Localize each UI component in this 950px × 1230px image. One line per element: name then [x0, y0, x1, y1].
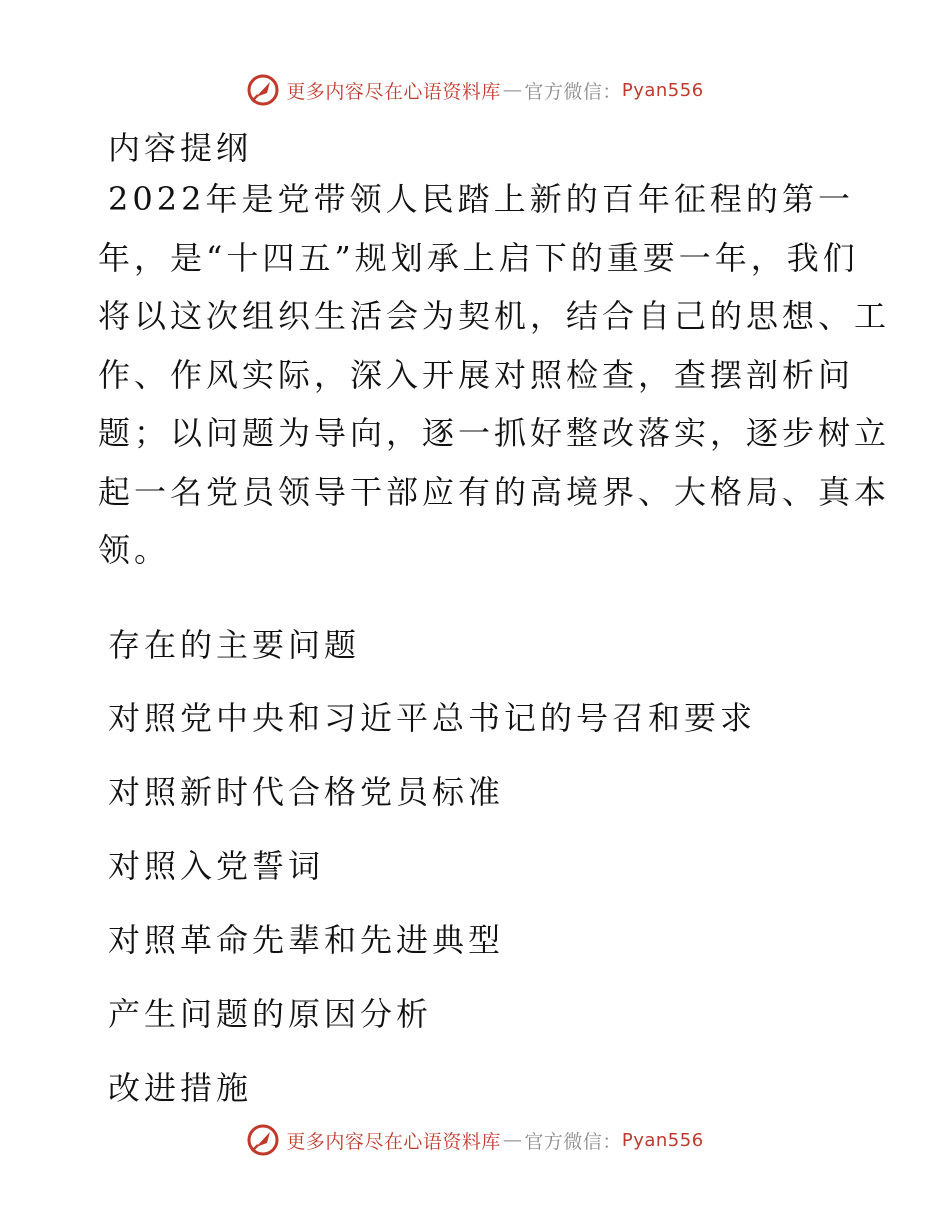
quill-logo-icon [246, 73, 280, 107]
quill-logo-icon [246, 1123, 280, 1157]
intro-line: 年，是“十四五”规划承上启下的重要一年，我们 [98, 238, 859, 277]
watermark-header [0, 70, 950, 110]
section-heading-central-requirements: 对照党中央和习近平总书记的号召和要求 [108, 699, 757, 737]
section-heading-member-standards: 对照新时代合格党员标准 [108, 773, 505, 811]
intro-line: 起一名党员领导干部应有的高境界、大格局、真本 [98, 472, 891, 511]
intro-line: 作、作风实际，深入开展对照检查，查摆剖析问 [98, 355, 855, 394]
watermark-site-text: 更多内容尽在心语资料库 [286, 80, 501, 103]
watermark-wechat-id: Pyan556 [621, 79, 704, 101]
section-heading-main-problems: 存在的主要问题 [108, 626, 361, 664]
section-heading-improvement-measures: 改进措施 [108, 1069, 253, 1107]
intro-line: 题；以问题为导向，逐一抓好整改落实，逐步树立 [98, 414, 891, 452]
watermark-dash: — [502, 1129, 523, 1151]
watermark-label: 官方微信： [524, 80, 622, 103]
intro-line: 2022年是党带领人民踏上新的百年征程的第一 [108, 180, 854, 218]
watermark-dash: — [502, 79, 523, 101]
outline-heading: 内容提纲 [108, 129, 253, 167]
section-heading-revolutionary-models: 对照革命先辈和先进典型 [108, 921, 505, 959]
watermark-label: 官方微信： [524, 1130, 622, 1153]
watermark-wechat-id: Pyan556 [621, 1129, 704, 1151]
intro-line: 领。 [98, 531, 171, 569]
intro-line: 将以这次组织生活会为契机，结合自己的思想、工 [98, 297, 891, 335]
section-heading-party-oath: 对照入党誓词 [108, 847, 325, 885]
watermark-site-text: 更多内容尽在心语资料库 [286, 1130, 501, 1153]
watermark-footer [0, 1120, 950, 1160]
section-heading-cause-analysis: 产生问题的原因分析 [108, 995, 433, 1033]
intro-paragraph [98, 170, 891, 580]
